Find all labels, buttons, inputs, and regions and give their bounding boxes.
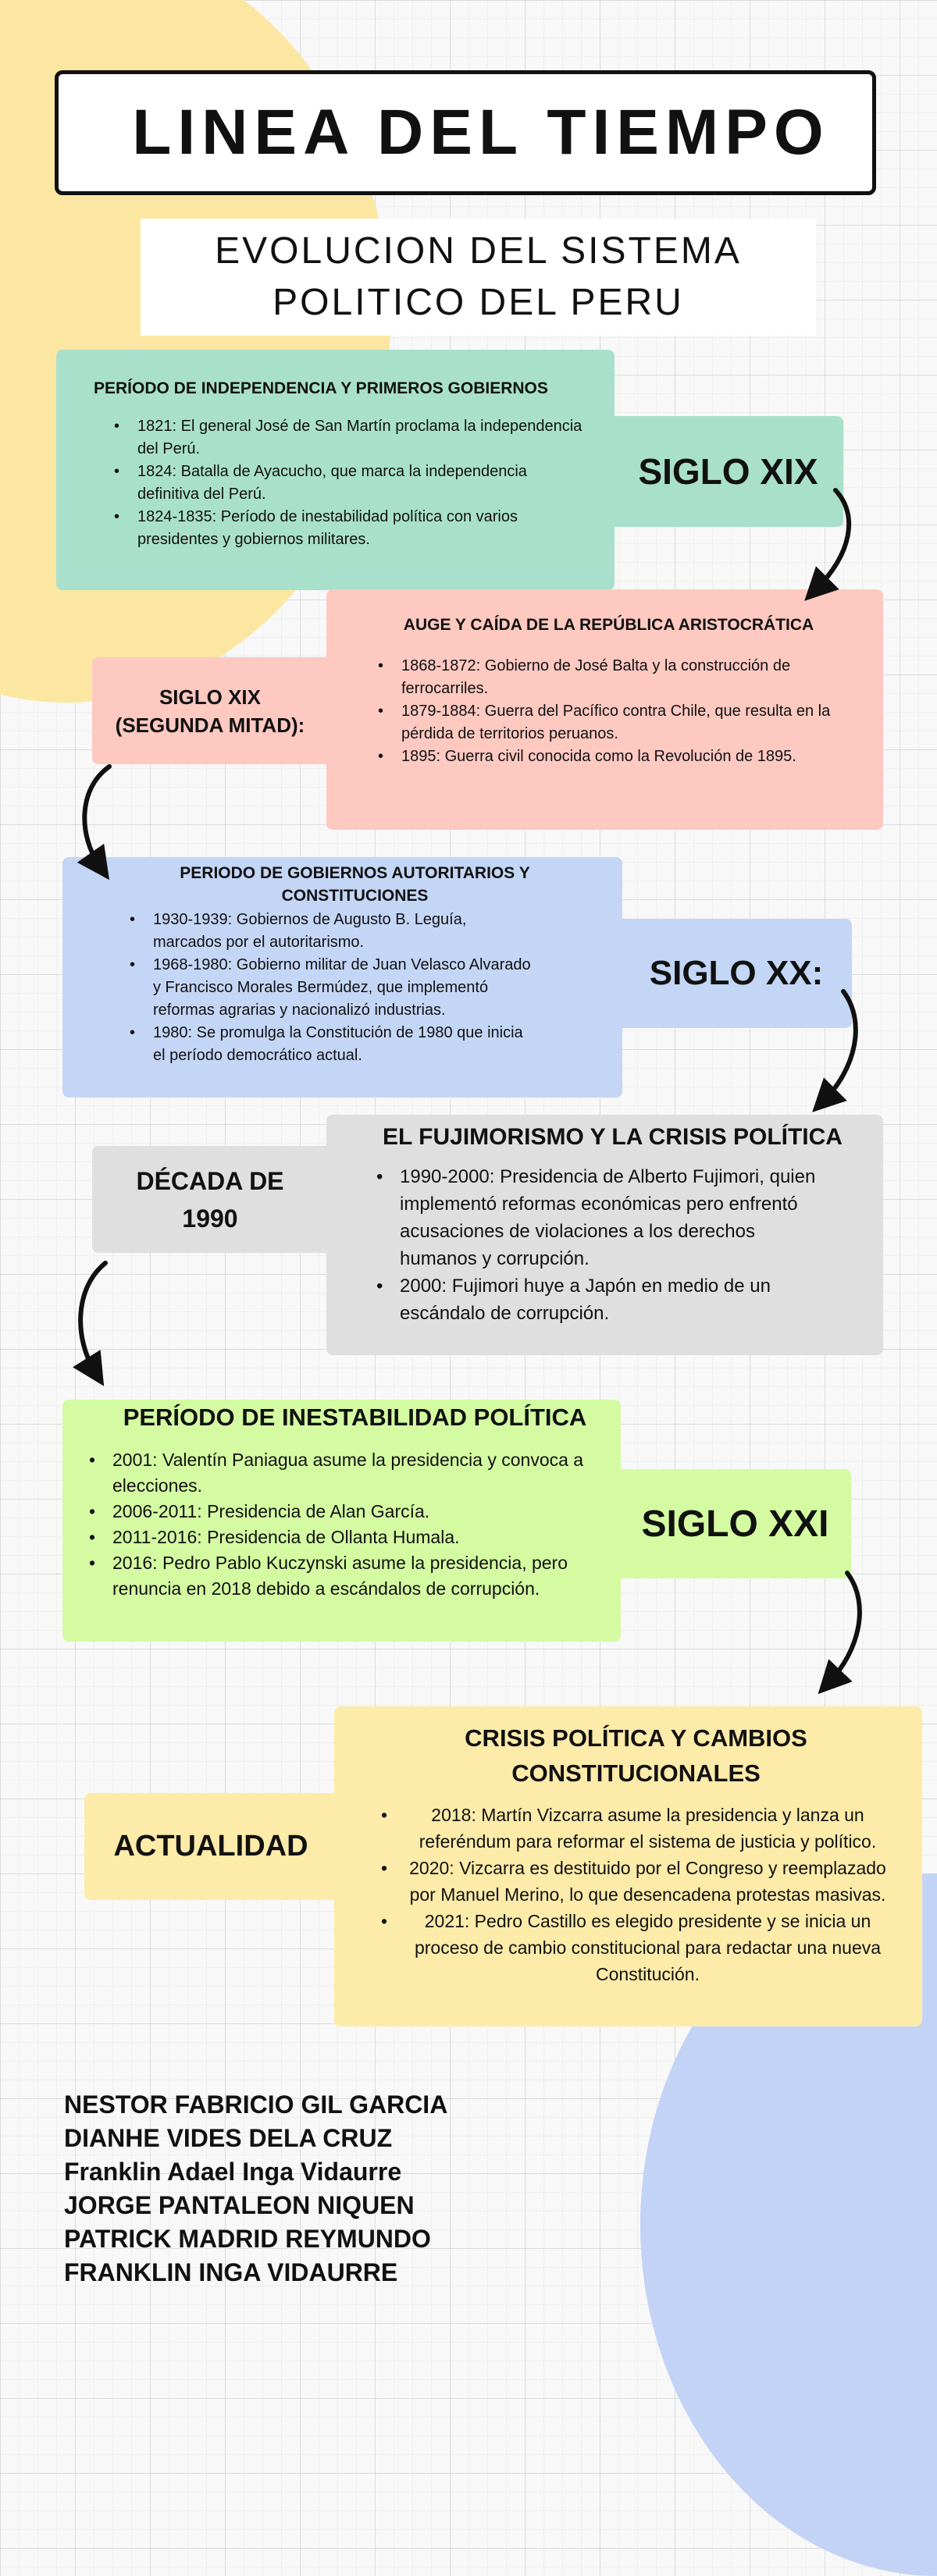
event-list: [365, 1163, 821, 1327]
era-label-actualidad: ACTUALIDAD: [84, 1793, 337, 1900]
author-name: Franklin Adael Inga Vidaurre: [64, 2158, 402, 2186]
event-list: [112, 1447, 597, 1602]
era-label-siglo-xix: SIGLO XIX: [613, 416, 843, 527]
era-label-siglo-xix-segunda-mitad: SIGLO XIX (SEGUNDA MITAD):: [92, 657, 328, 764]
card-heading: PERÍODO DE INDEPENDENCIA Y PRIMEROS GOBIERNOS: [94, 379, 548, 397]
author-name: DIANHE VIDES DELA CRUZ: [64, 2124, 393, 2152]
event-item: • 1824: Batalla de Ayacucho, que marca la independencia definitiva del Perú.: [137, 461, 583, 506]
event-item: • 1990-2000: Presidencia de Alberto Fujimori, quien implementó reformas económicas pero enfrentó acusaciones de violaciones a los derechos humanos y corrupción.: [400, 1163, 821, 1272]
arrow-icon: [829, 1573, 860, 1682]
event-item: • 1980: Se promulga la Constitución de 1980 que inicia el período democrático actual.: [153, 1022, 536, 1067]
timeline-card-fujimorismo: [326, 1115, 883, 1355]
authors-list: [64, 2088, 447, 2290]
arrow-icon: [80, 1263, 105, 1372]
card-heading: PERÍODO DE INESTABILIDAD POLÍTICA: [123, 1404, 587, 1431]
event-item: • 1968-1980: Gobierno militar de Juan Velasco Alvarado y Francisco Morales Bermúdez, que implementó reformas agrarias y nacionalizó industrias.: [153, 954, 536, 1022]
event-item: • 2001: Valentín Paniagua asume la presidencia y convoca a elecciones.: [112, 1447, 597, 1499]
page-subtitle: EVOLUCION DEL SISTEMA POLITICO DEL PERU: [215, 230, 742, 323]
card-heading: AUGE Y CAÍDA DE LA REPÚBLICA ARISTOCRÁTICA: [403, 616, 814, 634]
event-item: • 1895: Guerra civil conocida como la Revolución de 1895.: [401, 745, 852, 768]
card-heading: EL FUJIMORISMO Y LA CRISIS POLÍTICA: [383, 1124, 843, 1150]
subtitle-box: [141, 219, 816, 336]
era-label-siglo-xxi: SIGLO XXI: [619, 1469, 851, 1578]
card-heading: CRISIS POLÍTICA Y CAMBIOS CONSTITUCIONALES: [465, 1724, 807, 1787]
event-item: • 1879-1884: Guerra del Pacífico contra Chile, que resulta en la pérdida de territorios peruanos.: [401, 700, 852, 745]
event-item: • 2020: Vizcarra es destituido por el Congreso y reemplazado por Manuel Merino, lo que desencadena protestas masivas.: [404, 1855, 891, 1908]
timeline-card-independencia: [56, 350, 615, 590]
event-item: • 1868-1872: Gobierno de José Balta y la construcción de ferrocarriles.: [401, 655, 852, 700]
era-label-siglo-xx: SIGLO XX:: [621, 919, 852, 1028]
event-item: • 2016: Pedro Pablo Kuczynski asume la presidencia, pero renuncia en 2018 debido a escándalos de corrupción.: [112, 1550, 597, 1602]
title-box: [55, 70, 876, 195]
event-list: [365, 655, 852, 768]
author-name: JORGE PANTALEON NIQUEN: [64, 2191, 415, 2219]
event-item: • 1821: El general José de San Martín proclama la independencia del Perú.: [137, 415, 583, 461]
event-item: • 2011-2016: Presidencia de Ollanta Humala.: [112, 1525, 597, 1550]
timeline-card-inestabilidad: [62, 1400, 621, 1642]
card-heading: PERIODO DE GOBIERNOS AUTORITARIOS Y CONSTITUCIONES: [180, 864, 530, 905]
event-item: • 2000: Fujimori huye a Japón en medio de un escándalo de corrupción.: [400, 1272, 821, 1327]
event-item: • 2018: Martín Vizcarra asume la presidencia y lanza un referéndum para reformar el sistema de justicia y político.: [404, 1802, 891, 1855]
event-item: • 2006-2011: Presidencia de Alan García.: [112, 1499, 597, 1525]
event-list: [119, 909, 536, 1067]
event-item: • 2021: Pedro Castillo es elegido presidente y se inicia un proceso de cambio constitucional para redactar una nueva Constitución.: [404, 1908, 891, 1987]
era-label-decada-1990: DÉCADA DE 1990: [92, 1146, 328, 1253]
event-item: • 1930-1939: Gobiernos de Augusto B. Leguía, marcados por el autoritarismo.: [153, 909, 536, 954]
arrow-icon: [84, 767, 109, 866]
author-name: NESTOR FABRICIO GIL GARCIA: [64, 2090, 448, 2119]
timeline-card-gobiernos-autoritarios: [62, 857, 622, 1098]
event-list: [381, 1802, 891, 1987]
timeline-card-crisis-actual: [334, 1706, 922, 2026]
event-item: • 1824-1835: Período de inestabilidad política con varios presidentes y gobiernos militares.: [137, 506, 583, 551]
author-name: FRANKLIN INGA VIDAURRE: [64, 2258, 398, 2286]
event-list: [94, 415, 583, 551]
timeline-card-republica-aristocratica: [326, 589, 883, 830]
page-title: LINEA DEL TIEMPO: [132, 97, 830, 168]
author-name: PATRICK MADRID REYMUNDO: [64, 2225, 431, 2253]
